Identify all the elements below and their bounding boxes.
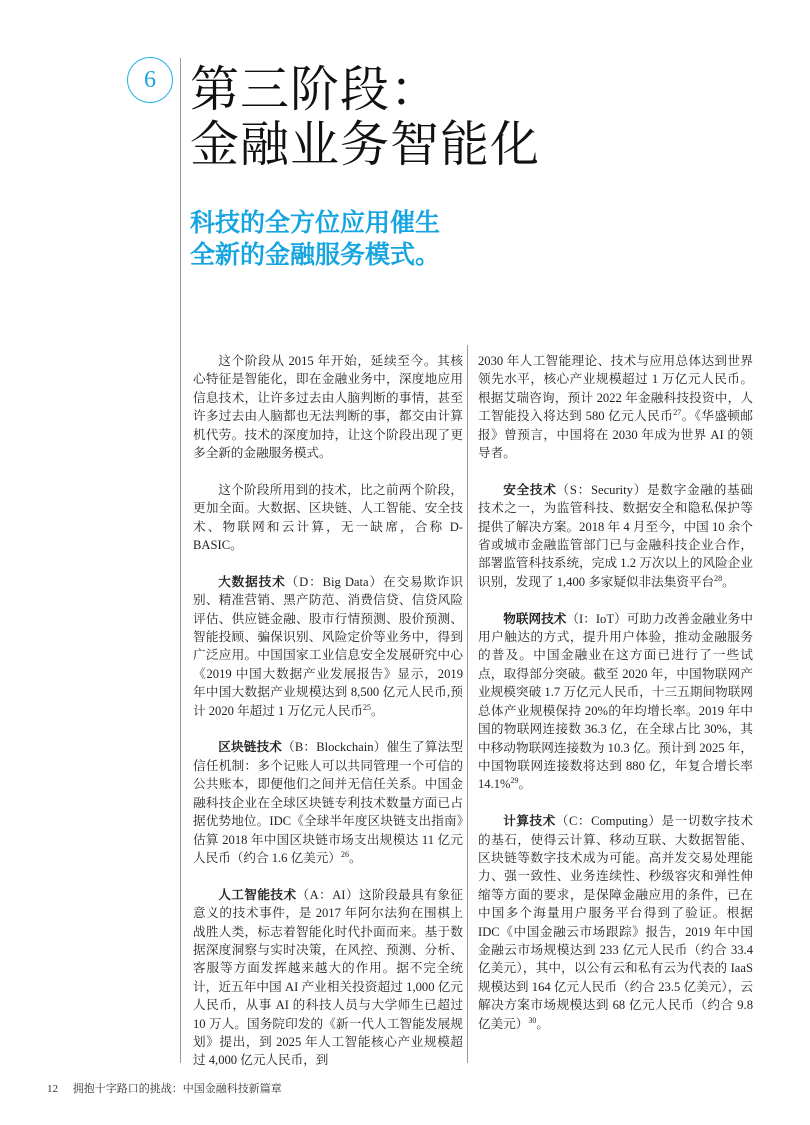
paragraph [193,738,463,867]
right-column [478,352,753,1051]
title-line-1: 第三阶段： [190,61,441,118]
footnote-ref: 27 [673,408,682,418]
left-column [193,352,463,1088]
paragraph-text: 2030 年人工智能理论、技术与应用总体达到世界领先水平，核心产业规模超过 1 万亿元人民币。根据艾瑞咨询，预计 2022 年金融科技投资中，人工智能投入将达到 580 亿元人民币 [478,354,753,424]
paragraph-lead: 物联网技术 [503,611,567,626]
margin-rule [180,58,181,1063]
page-subtitle [190,207,440,271]
paragraph [478,610,753,794]
footnote-ref: 28 [714,573,723,583]
paragraph-lead: 人工智能技术 [218,887,297,902]
paragraph-lead: 安全技术 [503,482,557,497]
paragraph-text: （C：Computing）是一切数字技术的基石，使得云计算、移动互联、大数据智能、区块链等数字技术成为可能。高并发交易处理能力、强一致性、业务连续性、秒级容灾和弹性伸缩等方面的要求，是保障金融应用的条件，已在中国多个海量用户服务平台得到了验证。根据 IDC《中国金融云市场跟踪》报告，2019 年中国金融云市场规模达到 233 亿元人民币（约合 33.4 亿美元），其中，以公有云和私有云为代表的 IaaS 规模达到 164 亿元人民币（约合 23.5 亿美元），云解决方案市场规模达到 68 亿元人民币（约合 9.8 亿美元） [478,814,754,1031]
paragraph-tail: 。 [518,777,532,792]
paragraph-lead: 大数据技术 [218,574,286,589]
paragraph-tail: 。 [371,703,384,718]
paragraph-text: （S：Security）是数字金融的基础技术之一，为监管科技、数据安全和隐私保护等提供了解决方案。2018 年 4 月至今，中国 10 余个省或城市金融监管部门已与金融科技企业合作，部署监管科技系统，完成 1.2 万次以上的风险企业识别，发现了 1,400 多家疑似非法集资平台 [478,482,753,589]
footnote-ref: 30 [528,1015,537,1025]
page-footer [47,1082,294,1096]
paragraph [478,481,753,591]
title-line-2: 金融业务智能化 [190,116,541,173]
subtitle-line-2: 全新的金融服务模式。 [190,240,441,269]
footnote-ref: 29 [510,776,519,786]
paragraph-text: （B：Blockchain）催生了算法型信任机制：多个记账人可以共同管理一个可信的公共账本，即便他们之间并无信任关系。中国金融科技企业在全球区块链专利技术数量方面已占据优势地位。IDC《全球半年度区块链支出指南》估算 2018 年中国区块链市场支出规模达 11 亿元人民币（约合 1.6 亿美元） [193,740,463,865]
footnote-ref: 26 [340,849,349,859]
column-divider [467,345,468,1063]
page-title [190,62,540,172]
paragraph-lead: 区块链技术 [218,740,283,755]
chapter-number-badge: 6 [127,57,173,103]
paragraph-text: （I：IoT）可助力改善金融业务中用户触达的方式，提升用户体验，推动金融服务的普及。中国金融业在这方面已进行了一些试点，取得部分突破。截至 2020 年，中国物联网产业规模突破 1.7 万亿元人民币，十三五期间物联网总体产业规模保持 20%的年均增长率。2019 年中国的物联网连接数 36.3 亿，在全球占比 30%，其中移动物联网连接数为 10.3 亿。预计到 2025 年，中国物联网连接数将达到 880 亿，年复合增长率 14.1% [478,611,753,792]
paragraph [478,812,753,1033]
paragraph-tail: 。 [536,1016,549,1031]
paragraph-text: 这个阶段所用到的技术，比之前两个阶段，更加全面。大数据、区块链、人工智能、安全技术、物联网和云计算，无一缺席，合称 D-BASIC。 [193,482,463,553]
book-title: 拥抱十字路口的挑战：中国金融科技新篇章 [72,1083,282,1095]
paragraph-text: （D：Big Data）在交易欺诈识别、精准营销、黑产防范、消费信贷、信贷风险评估、供应链金融、股市行情预测、股价预测、智能投顾、骗保识别、风险定价等业务中，得到广泛应用。中国国家工业信息安全发展研究中心《2019 中国大数据产业发展报告》显示，2019 年中国大数据产业规模达到 8,500 亿元人民币,预计 2020 年超过 1 万亿元人民币 [193,574,463,718]
paragraph-text: （A：AI）这阶段最具有象征意义的技术事件，是 2017 年阿尔法狗在围棋上战胜人类，标志着智能化时代扑面而来。基于数据深度洞察与实时决策，在风控、预测、分析、客服等方面发挥越来越大的作用。据不完全统计，近五年中国 AI 产业相关投资超过 1,000 亿元人民币，从事 AI 的科技人员与大学师生已超过 10 万人。国务院印发的《新一代人工智能发展规划》提出，到 2025 年人工智能核心产业规模超过 4,000 亿元人民币，到 [193,887,463,1068]
subtitle-line-1: 科技的全方位应用催生 [190,208,441,237]
paragraph [478,352,753,462]
paragraph-text: 这个阶段从 2015 年开始，延续至今。其核心特征是智能化，即在金融业务中，深度地应用信息技术，让许多过去由人脑判断的事情，甚至许多过去由人脑都也无法判断的事，都交由计算机代劳。技术的深度加持，让这个阶段出现了更多全新的金融服务模式。 [193,354,463,461]
paragraph [193,573,463,720]
paragraph-lead: 计算技术 [503,814,556,829]
paragraph-tail: 。 [348,850,362,865]
paragraph [193,481,463,555]
paragraph [193,886,463,1070]
page-number: 12 [47,1083,58,1095]
paragraph-tail: 。 [722,574,735,589]
footnote-ref: 25 [363,702,372,712]
paragraph [193,352,463,462]
paragraph-tail: 。《华盛顿邮报》曾预言，中国将在 2030 年成为世界 AI 的领导者。 [478,409,754,461]
